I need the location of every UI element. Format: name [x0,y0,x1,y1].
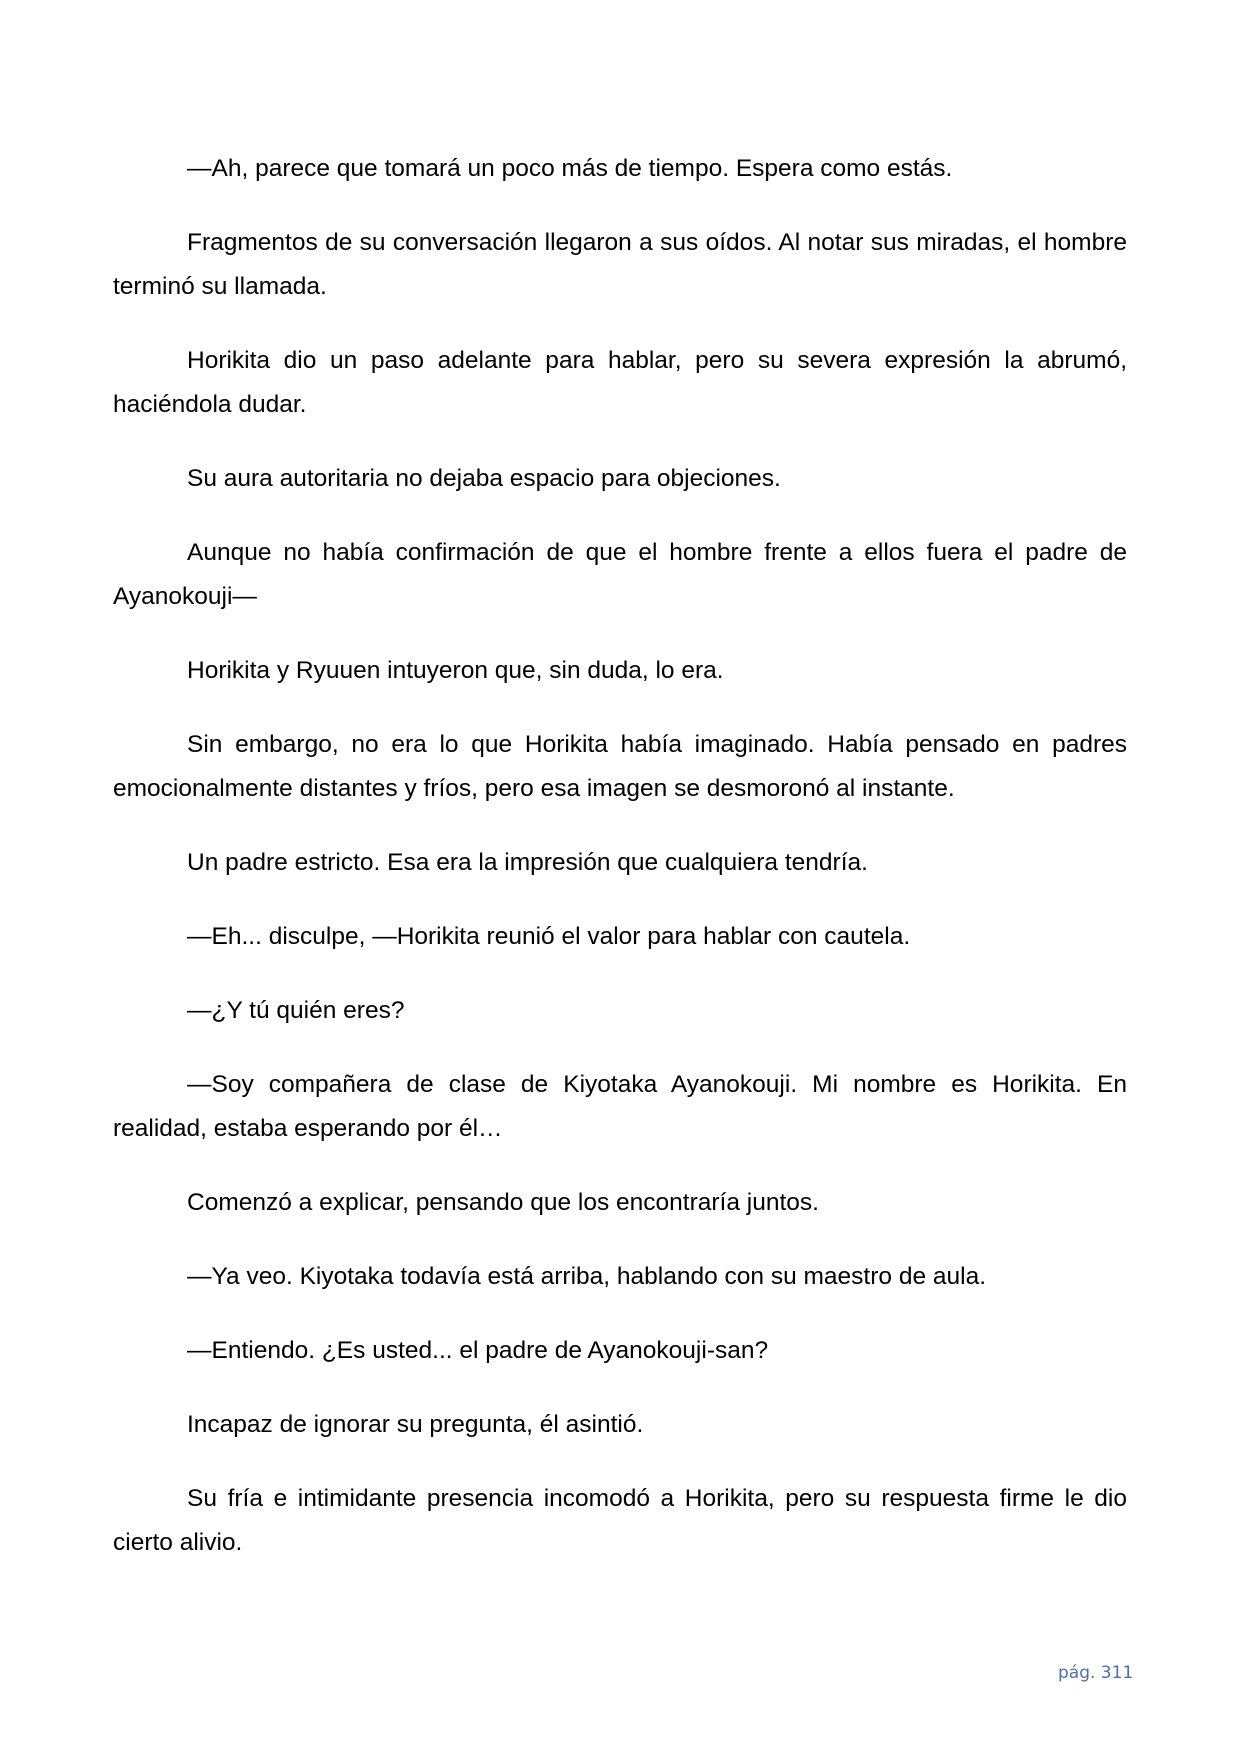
page-body [113,147,1127,1595]
paragraph: Su fría e intimidante presencia incomodó a Horikita, pero su respuesta firme le dio cierto alivio. [113,1485,1127,1556]
paragraph: Horikita y Ryuuen intuyeron que, sin duda, lo era. [187,657,724,684]
paragraph: —Ah, parece que tomará un poco más de tiempo. Espera como estás. [187,155,953,182]
page-number: pág. 311 [1058,1663,1134,1683]
paragraph: —¿Y tú quién eres? [187,997,405,1024]
paragraph: Comenzó a explicar, pensando que los encontraría juntos. [187,1189,819,1216]
paragraph: Sin embargo, no era lo que Horikita había imaginado. Había pensado en padres emocionalmente distantes y fríos, pero esa imagen se desmoronó al instante. [113,731,1127,802]
paragraph: Un padre estricto. Esa era la impresión que cualquiera tendría. [187,849,868,876]
paragraph: Aunque no había confirmación de que el hombre frente a ellos fuera el padre de Ayanokouji— [113,539,1127,610]
paragraph: —Soy compañera de clase de Kiyotaka Ayanokouji. Mi nombre es Horikita. En realidad, estaba esperando por él… [113,1071,1127,1142]
paragraph: —Entiendo. ¿Es usted... el padre de Ayanokouji-san? [187,1337,769,1364]
paragraph: Horikita dio un paso adelante para hablar, pero su severa expresión la abrumó, haciéndola dudar. [113,347,1127,418]
paragraph: Fragmentos de su conversación llegaron a sus oídos. Al notar sus miradas, el hombre terminó su llamada. [113,229,1127,300]
paragraph: —Eh... disculpe, —Horikita reunió el valor para hablar con cautela. [187,923,911,950]
paragraph: —Ya veo. Kiyotaka todavía está arriba, hablando con su maestro de aula. [187,1263,987,1290]
paragraph: Su aura autoritaria no dejaba espacio para objeciones. [187,465,781,492]
paragraph: Incapaz de ignorar su pregunta, él asintió. [187,1411,644,1438]
